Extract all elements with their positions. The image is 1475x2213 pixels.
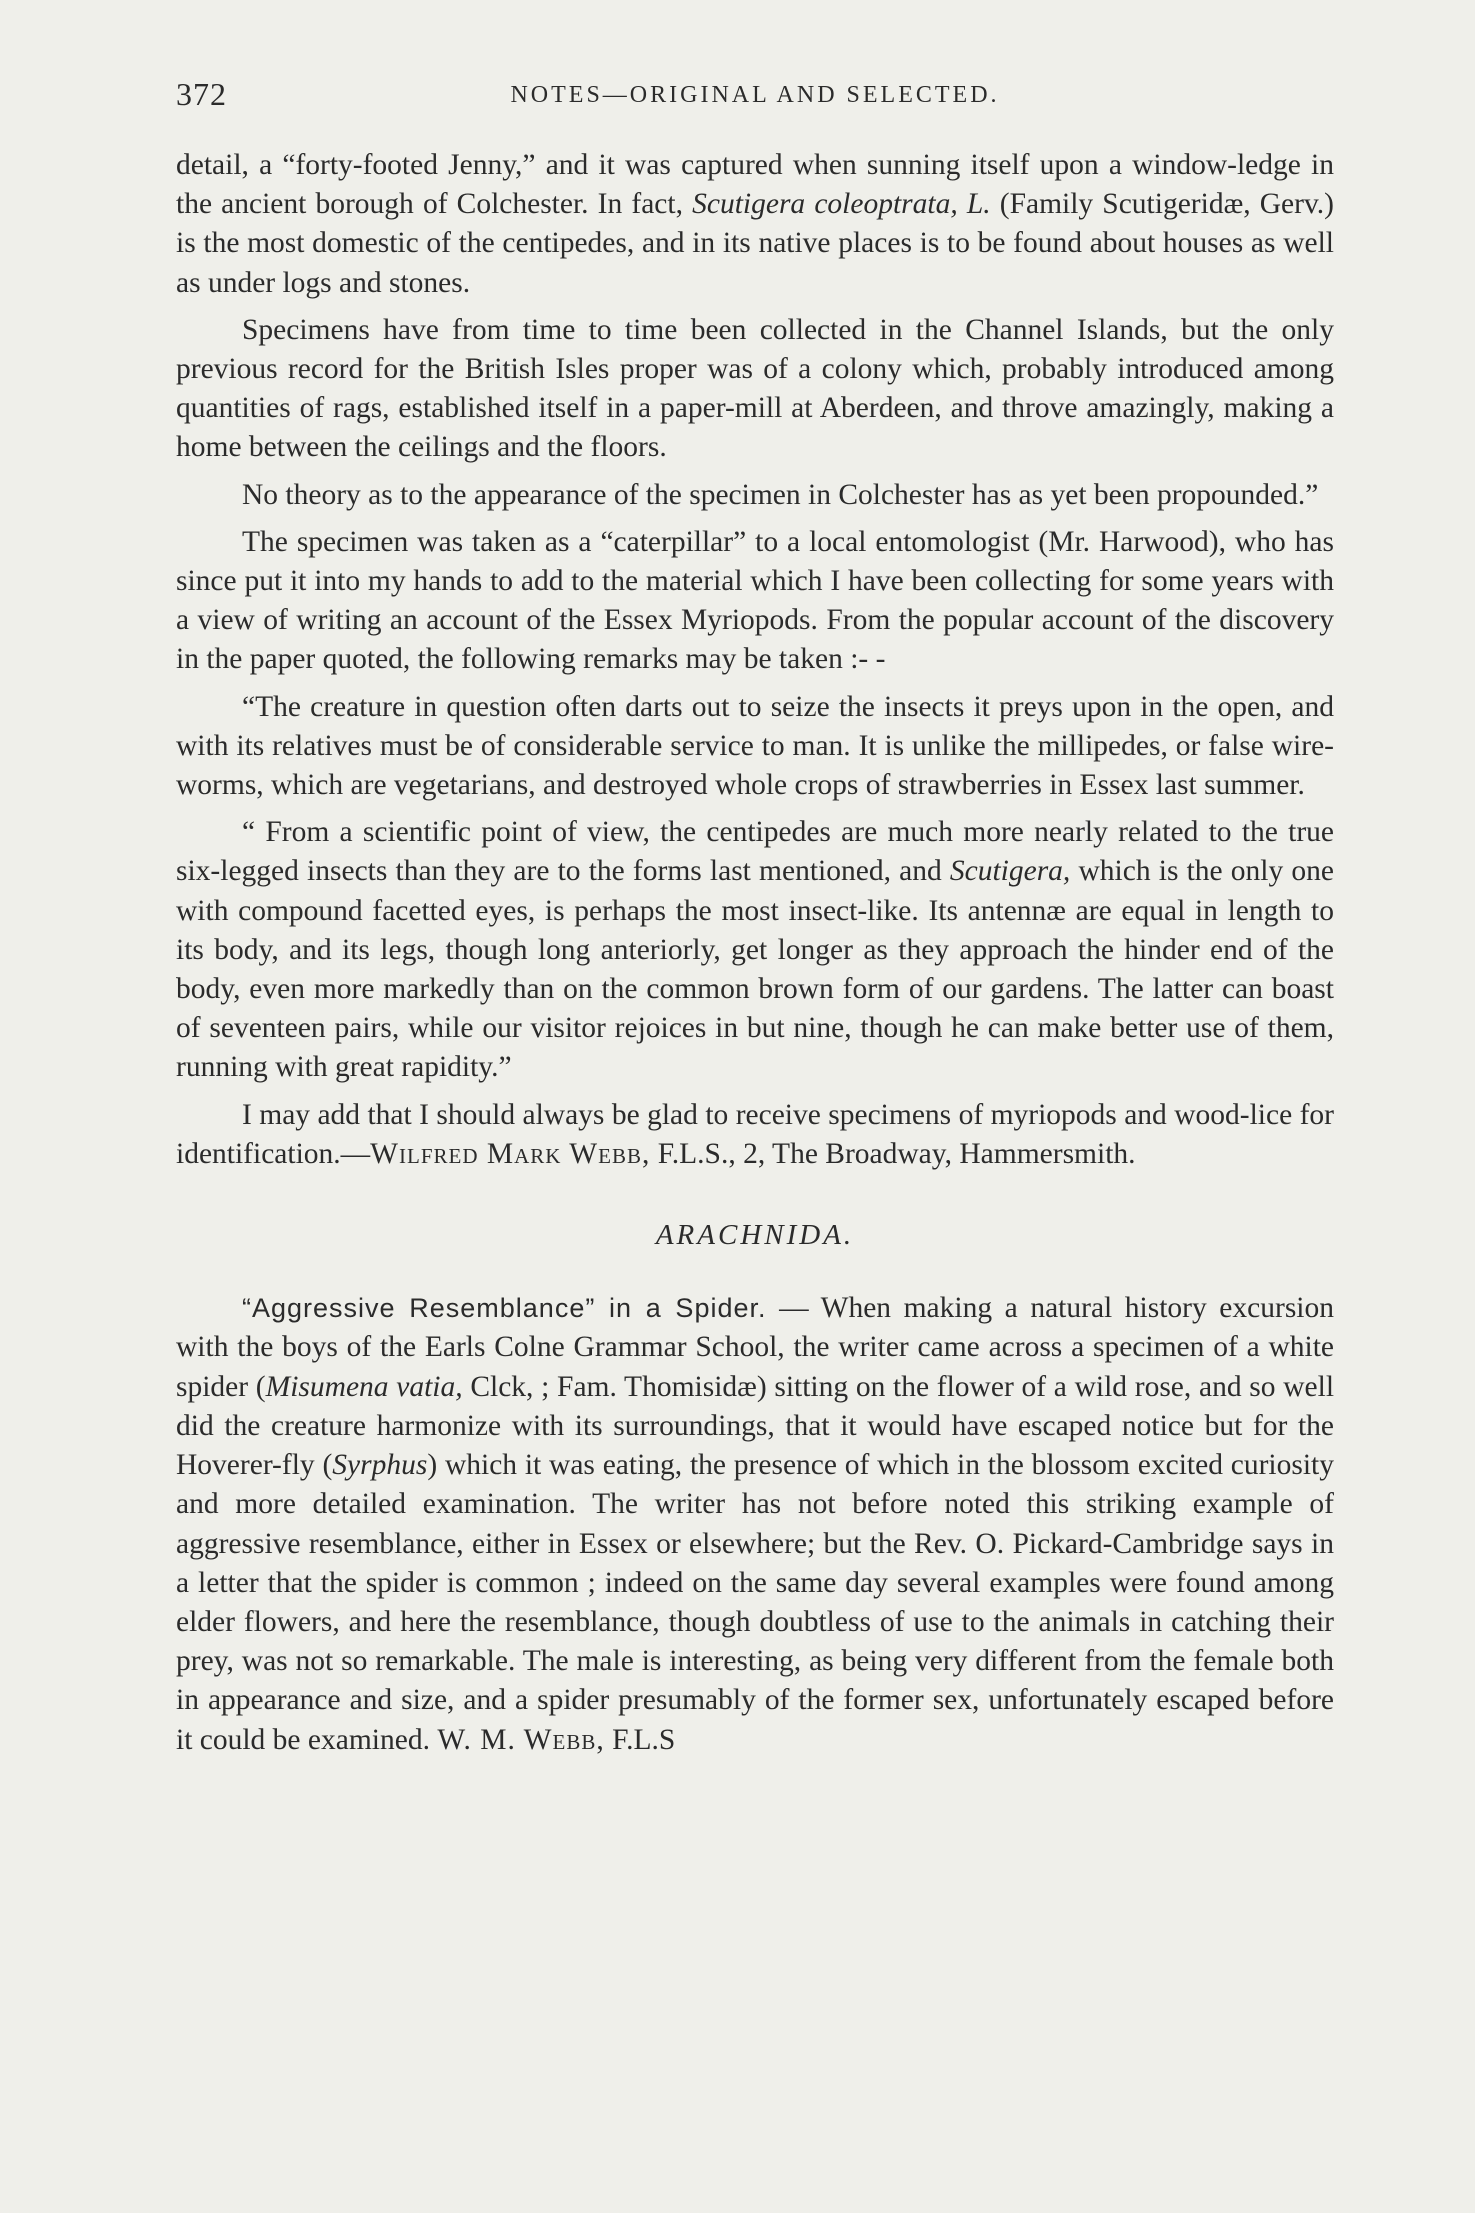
species-name: Misumena vatia, <box>265 1370 463 1403</box>
paragraph-text: which is the only one with compound facetted eyes, is perhaps the most insect-like. Its antennæ are equal in length to its body, and its legs, though long anteriorly, get longer as they approach the hinder end of the body, even more markedly than on the common brown form of our gardens. The latter can boast of seventeen pairs, while our visitor rejoices in but nine, though he can make better use of them, running with great rapidity.” <box>176 855 1335 1084</box>
paragraph-text: detail, a “forty-footed Jenny,” and it was captured when sunning itself upon a window-ledge in the ancient borough of Colchester. In fact, <box>176 149 1334 221</box>
body-text <box>176 146 1334 1768</box>
paragraph-text: Clck, ; Fam. Thomisidæ) sitting on the flower of a wild rose, and so well did the creature harmonize with its surroundings, that it would have escaped notice but for the Hoverer-fly ( <box>176 1370 1335 1482</box>
running-head: NOTES—ORIGINAL AND SELECTED. <box>510 82 1000 108</box>
author-signature: W. M. Webb, <box>437 1723 605 1756</box>
author-signature: Wilfred Mark Webb, <box>370 1137 651 1170</box>
section-heading: ARACHNIDA. <box>655 1219 855 1252</box>
note-title: “Aggressive Resemblance” in a Spider. <box>242 1293 767 1324</box>
paragraph: The specimen was taken as a “caterpillar” to a local entomologist (Mr. Harwood), who has since put it into my hands to add to the material which I have been collecting for some years with a view of writing an account of the Essex Myriopods. From the popular account of the discovery in the paper quoted, the following remarks may be taken :- - <box>176 525 1334 676</box>
paragraph: No theory as to the appearance of the specimen in Colchester has as yet been propounded.” <box>242 478 1319 511</box>
paragraph-text: I may add that I should always be glad to receive specimens of myriopods and wood-lice for identification.— <box>176 1098 1334 1170</box>
quoted-paragraph: “The creature in question often darts out to seize the insects it preys upon in the open, and with its relatives must be of considerable service to man. It is unlike the millipedes, or false wire-worms, which are vegetarians, and destroyed whole crops of strawberries in Essex last summer. <box>176 690 1334 802</box>
paragraph-text: — When making a natural history excursion with the boys of the Earls Colne Grammar School, the writer came across a specimen of a white spider ( <box>176 1292 1334 1403</box>
species-name: Scutigera coleoptrata, L. <box>692 188 991 221</box>
author-credential: F.L.S <box>612 1723 676 1756</box>
genus-name: Syrphus <box>332 1449 428 1482</box>
author-address: F.L.S., 2, The Broadway, Hammersmith. <box>657 1137 1136 1170</box>
paragraph <box>176 1289 1334 1759</box>
paragraph <box>176 1096 1334 1174</box>
paragraph-text: (Family Scutigeridæ, Gerv.) is the most domestic of the centipedes, and in its native places is to be found about houses as well as under logs and stones. <box>176 188 1335 299</box>
paragraph-text: ) which it was eating, the presence of which in the blossom excited curiosity and more detailed examination. The writer has not before noted this striking example of aggressive resemblance, either in Essex or elsewhere; but the Rev. O. Pickard-Cambridge says in a letter that the spider is common ; indeed on the same day several examples were found among elder flowers, and here the resemblance, though doubtless of use to the animals in catching their prey, was not so remarkable. The male is interesting, as being very different from the female both in appearance and size, and a spider presumably of the former sex, unfortunately escaped before it could be examined. <box>176 1449 1334 1756</box>
quoted-paragraph <box>176 813 1334 1087</box>
paragraph: Specimens have from time to time been collected in the Channel Islands, but the only previous record for the British Isles proper was of a colony which, probably introduced among quantities of rags, established itself in a paper-mill at Aberdeen, and throve amazingly, making a home between the ceilings and the floors. <box>176 313 1334 464</box>
paragraph-continued <box>176 146 1334 303</box>
genus-name: Scutigera, <box>949 855 1071 888</box>
page-number: 372 <box>176 76 227 112</box>
page-header <box>176 76 1334 126</box>
paragraph-text: “ From a scientific point of view, the centipedes are much more nearly related to the true six-legged insects than they are to the forms last mentioned, and <box>176 816 1334 888</box>
